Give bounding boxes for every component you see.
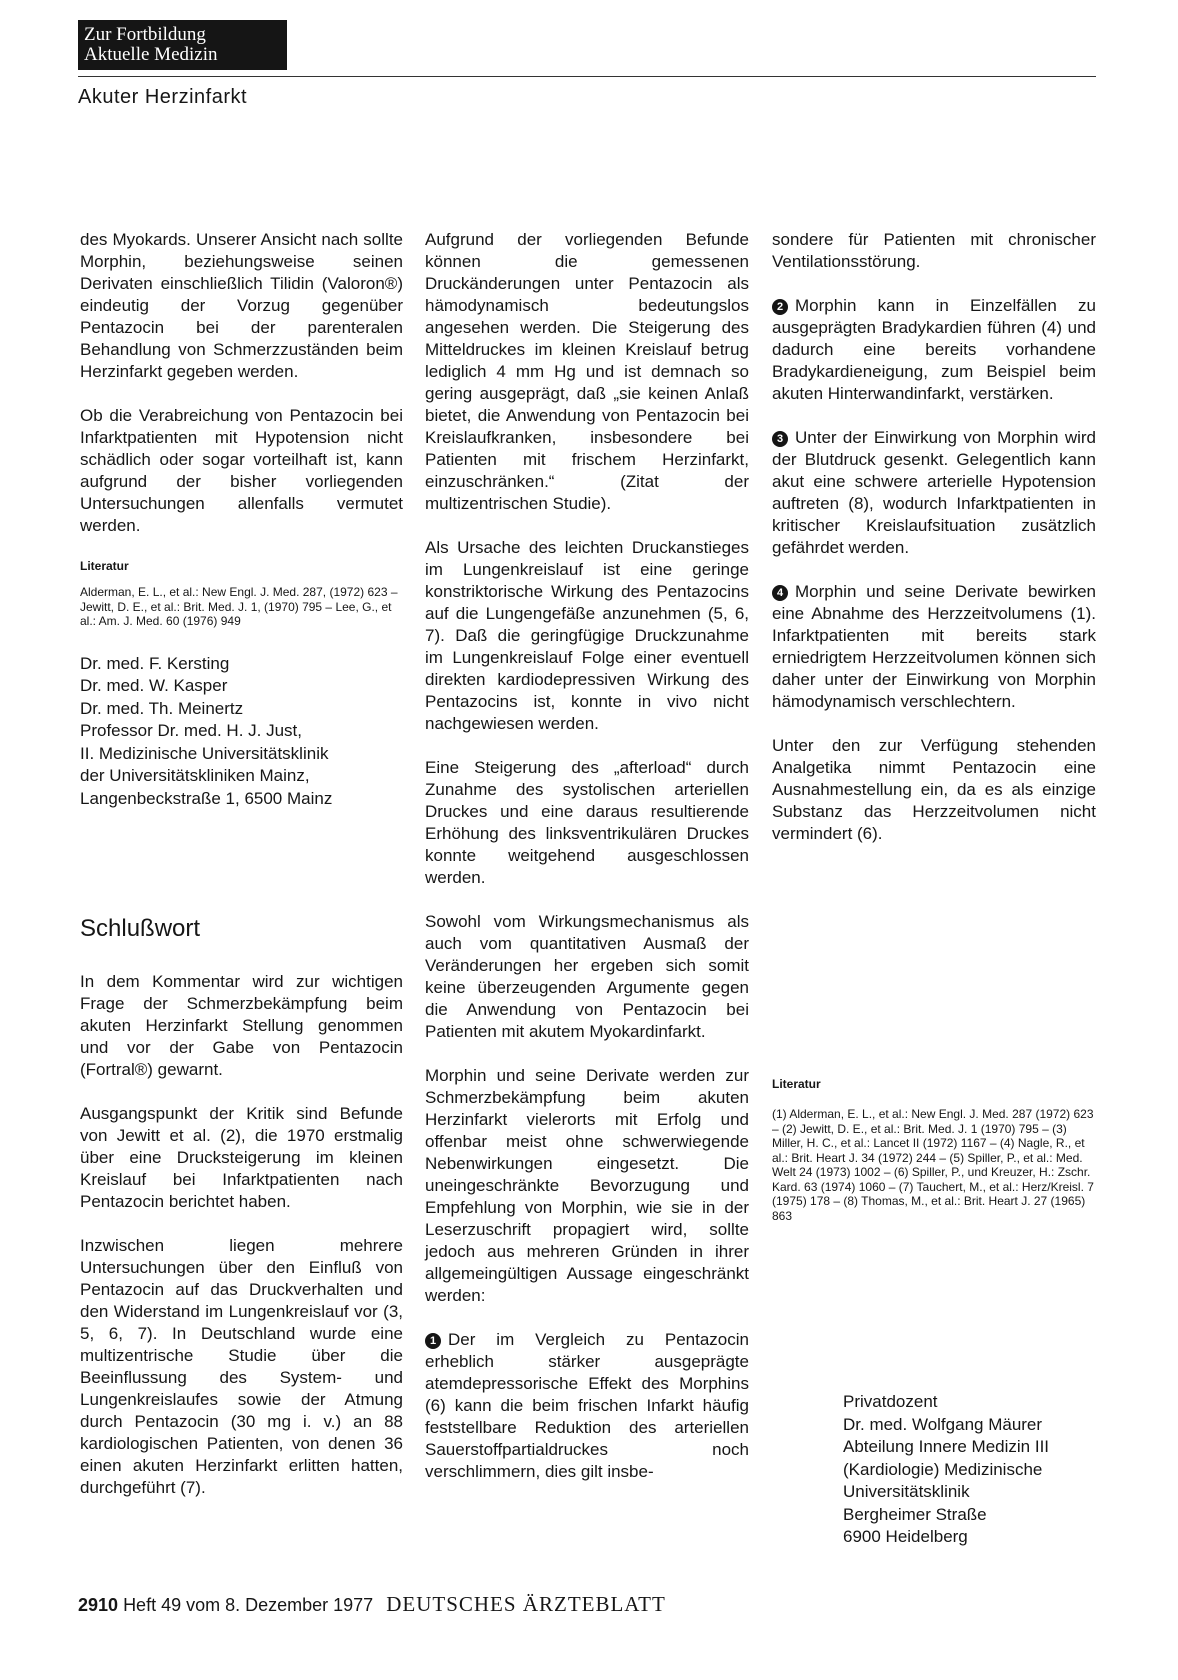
paragraph: Unter den zur Verfügung stehenden Analgetika nimmt Pentazocin eine Ausnahmestellung ein, da es als einzige Substanz das Herzzeitvolumen nicht vermindert (6).: [772, 736, 1096, 843]
number-3-icon: 3: [772, 431, 788, 447]
rubric-badge: [78, 20, 287, 70]
page-number: 2910: [78, 1595, 119, 1615]
author-block: [80, 653, 403, 811]
header-divider: [78, 76, 1096, 77]
signature-line: Abteilung Innere Medizin III: [843, 1437, 1050, 1456]
numbered-point-text: Morphin kann in Einzelfällen zu ausgeprägten Bradykardien führen (4) und dadurch eine bereits vorhandene Bradykardieneigung, zum Beispiel beim akuten Hinterwandinfarkt, verstärken.: [772, 296, 1096, 403]
literature-list: (1) Alderman, E. L., et al.: New Engl. J. Med. 287 (1972) 623 – (2) Jewitt, D. E., et al.: Brit. Med. J. 1 (1970) 795 – (3) Miller, H. C., et al.: Lancet II (1972) 1167 – (4) Nagle, R., et al.: Brit. Heart J. 34 (1972) 244 – (5) Spiller, P., et al.: Med. Welt 24 (1973) 1002 – (6) Spiller, P., und Kreuzer, H.: Zschr. Kard. 63 (1974) 1060 – (7) Tauchert, M., et al.: Herz/Kreisl. 7 (1975) 178 – (8) Thomas, M., et al.: Brit. Heart J. 27 (1965) 863: [772, 1107, 1094, 1223]
numbered-point-text: Der im Vergleich zu Pentazocin erheblich stärker ausgeprägte atemdepressorische Effekt des Morphins (6) kann die beim frischen Infarkt häufig feststellbare Reduktion des arteriellen Sauerstoffpartialdruckes noch verschlimmern, dies gilt insbe-: [425, 1330, 749, 1481]
paragraph: Morphin und seine Derivate werden zur Schmerzbekämpfung beim akuten Herzinfarkt vielerorts mit Erfolg und offenbar meist ohne schwerwiegende Nebenwirkungen eingesetzt. Die uneingeschränkte Bevorzugung und Empfehlung von Morphin, wie sie in der Leserzuschrift propagiert wird, sollte jedoch aus mehreren Gründen in ihrer allgemeingültigen Aussage eingeschränkt werden:: [425, 1066, 749, 1305]
paragraph: In dem Kommentar wird zur wichtigen Frage der Schmerzbekämpfung beim akuten Herzinfarkt Stellung genommen und vor der Gabe von Pentazocin (Fortral®) gewarnt.: [80, 972, 403, 1079]
author-line: Professor Dr. med. H. J. Just,: [80, 721, 303, 740]
numbered-point-text: Morphin und seine Derivate bewirken eine Abnahme des Herzzeitvolumens (1). Infarktpatienten mit bereits stark erniedrigtem Herzzeitvolumen können sich daher unter der Einwirkung von Morphin hämodynamisch verschlechtern.: [772, 582, 1096, 711]
author-line: Dr. med. Th. Meinertz: [80, 698, 244, 718]
numbered-point: [425, 1329, 749, 1483]
paragraph: Ausgangspunkt der Kritik sind Befunde von Jewitt et al. (2), die 1970 erstmalig über eine Drucksteigerung im kleinen Kreislauf bei Infarktpatienten nach Pentazocin berichtet haben.: [80, 1104, 403, 1211]
paragraph: Als Ursache des leichten Druckanstieges im Lungenkreislauf ist eine geringe konstriktorische Wirkung des Pentazocins auf die Lungengefäße anzunehmen (5, 6, 7). Daß die geringfügige Druckzunahme im Lungenkreislauf Folge einer eventuell direkten kardiodepressiven Wirkung des Pentazocins ist, konnte in vivo nicht nachgewiesen werden.: [425, 538, 749, 733]
rubric-line-2: Aktuelle Medizin: [84, 44, 218, 65]
numbered-point-text: Unter der Einwirkung von Morphin wird der Blutdruck gesenkt. Gelegentlich kann akut eine schwere arterielle Hypotension auftreten (8), wodurch Infarktpatienten in kritischer Kreislaufsituation zusätzlich gefährdet werden.: [772, 428, 1096, 557]
signature-line: Dr. med. Wolfgang Mäurer: [843, 1414, 1043, 1434]
paragraph: sondere für Patienten mit chronischer Ventilationsstörung.: [772, 230, 1096, 271]
column-3: [772, 229, 1096, 867]
author-line: II. Medizinische Universitätsklinik: [80, 743, 329, 763]
issue-info: Heft 49 vom 8. Dezember 1977: [123, 1595, 374, 1615]
paragraph: Inzwischen liegen mehrere Untersuchungen über den Einfluß von Pentazocin auf das Druckverhalten und den Widerstand im Lungenkreislauf vor (3, 5, 6, 7). In Deutschland wurde eine multizentrische Studie über die Beeinflussung des System- und Lungenkreislaufes sowie der Atmung durch Pentazocin (30 mg i. v.) an 88 kardiologischen Patienten, von denen 36 einen akuten Herzinfarkt erlitten hatten, durchgeführt (7).: [80, 1236, 403, 1497]
signature-line: Privatdozent: [843, 1392, 938, 1411]
paragraph: Eine Steigerung des „afterload“ durch Zunahme des systolischen arteriellen Druckes und eine daraus resultierende Erhöhung des linksventrikulären Druckes konnte weitgehend ausgeschlossen werden.: [425, 758, 749, 887]
numbered-point: [772, 427, 1096, 559]
author-line: Dr. med. F. Kersting: [80, 653, 230, 673]
numbered-point: [772, 581, 1096, 713]
literature-heading: Literatur: [80, 559, 129, 573]
paragraph: Sowohl vom Wirkungsmechanismus als auch vom quantitativen Ausmaß der Veränderungen her ergeben sich somit keine überzeugenden Argumente gegen die Anwendung von Pentazocin bei Patienten mit akutem Myokardinfarkt.: [425, 912, 749, 1041]
paragraph: Aufgrund der vorliegenden Befunde können die gemessenen Druckänderungen unter Pentazocin als hämodynamisch bedeutungslos angesehen werden. Die Steigerung des Mitteldruckes im kleinen Kreislauf betrug lediglich 4 mm Hg und ist demnach so gering ausgeprägt, daß „sie keinen Anlaß bietet, die Anwendung von Pentazocin bei Kreislaufkranken, insbesondere bei Patienten mit frischem Herzinfarkt, einzuschränken.“ (Zitat der multizentrischen Studie).: [425, 230, 749, 513]
author-line: Langenbeckstraße 1, 6500 Mainz: [80, 788, 333, 808]
signature-line: 6900 Heidelberg: [843, 1527, 968, 1546]
paragraph: des Myokards. Unserer Ansicht nach sollte Morphin, beziehungsweise seinen Derivaten einschließlich Tilidin (Valoron®) eindeutig der Vorzug gegenüber Pentazocin bei der parenteralen Behandlung von Schmerzzuständen beim Herzinfarkt gegeben werden.: [80, 230, 403, 381]
literature-block: [772, 1077, 1096, 1223]
number-4-icon: 4: [772, 585, 788, 601]
signature-line: (Kardiologie) Medizinische: [843, 1459, 1043, 1479]
signature-line: Universitätsklinik: [843, 1482, 970, 1501]
literature-heading: Literatur: [772, 1077, 821, 1091]
column-1: [80, 229, 403, 810]
numbered-point: [772, 295, 1096, 405]
number-2-icon: 2: [772, 299, 788, 315]
section-title: Akuter Herzinfarkt: [78, 86, 248, 108]
schlusswort-heading: Schlußwort: [80, 915, 201, 942]
signature-line: Bergheimer Straße: [843, 1504, 987, 1524]
number-1-icon: 1: [425, 1333, 441, 1349]
column-2: [425, 229, 749, 1505]
journal-name: DEUTSCHES ÄRZTEBLATT: [386, 1592, 666, 1616]
author-line: der Universitätskliniken Mainz,: [80, 766, 310, 785]
page-footer: [78, 1592, 666, 1617]
signature-block: [843, 1391, 1103, 1549]
paragraph: Ob die Verabreichung von Pentazocin bei Infarktpatienten mit Hypotension nicht schädlich oder sogar vorteilhaft ist, kann aufgrund der bisher vorliegenden Untersuchungen allenfalls vermutet werden.: [80, 406, 403, 535]
rubric-line-1: Zur Fortbildung: [84, 24, 206, 45]
author-line: Dr. med. W. Kasper: [80, 676, 228, 695]
literature-list: Alderman, E. L., et al.: New Engl. J. Med. 287, (1972) 623 – Jewitt, D. E., et al.: Brit. Med. J. 1, (1970) 795 – Lee, G., et al.: Am. J. Med. 60 (1976) 949: [80, 585, 398, 628]
column-1-continued: [80, 971, 403, 1521]
